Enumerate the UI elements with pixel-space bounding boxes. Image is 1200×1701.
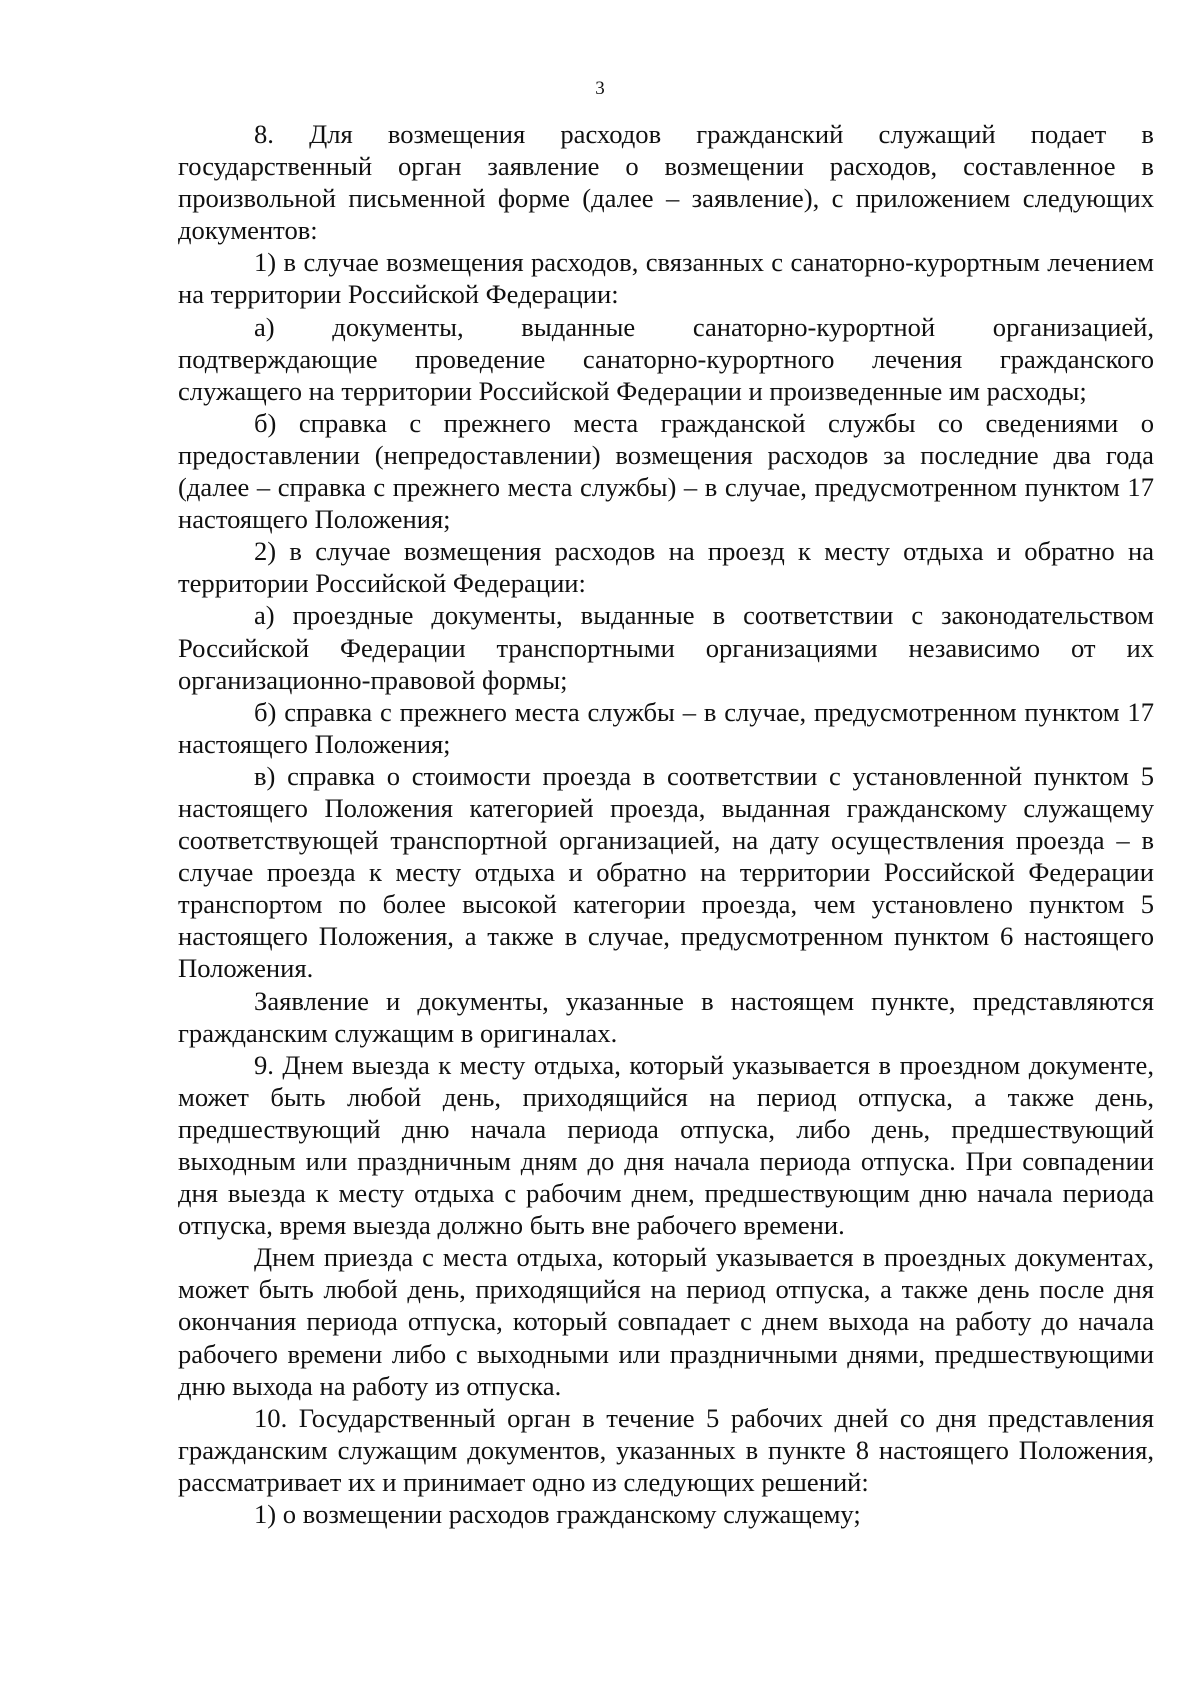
page-number: 3 [595,78,605,99]
paragraph-8-2-b: б) справка с прежнего места службы – в случае, предусмотренном пунктом 17 настоящего Положения; [178,696,1154,759]
document-body [178,118,1154,1530]
paragraph-9: 9. Днем выезда к месту отдыха, который указывается в проездном документе, может быть любой день, приходящийся на период отпуска, а также день, предшествующий дню начала периода отпуска, либо день, предшествующий выходным или праздничным дням до дня начала периода отпуска. При совпадении дня выезда к месту отдыха с рабочим днем, предшествующим дню начала периода отпуска, время выезда должно быть вне рабочего времени. [178,1049,1154,1241]
paragraph-8-originals: Заявление и документы, указанные в настоящем пункте, представляются гражданским служащим в оригиналах. [178,985,1154,1048]
paragraph-8-1-a: а) документы, выданные санаторно-курортной организацией, подтверждающие проведение санаторно-курортного лечения гражданского служащего на территории Российской Федерации и произведенные им расходы; [178,311,1154,406]
paragraph-9-arrival: Днем приезда с места отдыха, который указывается в проездных документах, может быть любой день, приходящийся на период отпуска, а также день после дня окончания периода отпуска, который совпадает с днем выхода на работу до начала рабочего времени либо с выходными или праздничными днями, предшествующими дню выхода на работу из отпуска. [178,1242,1154,1401]
paragraph-8-intro: 8. Для возмещения расходов гражданский служащий подает в государственный орган заявление о возмещении расходов, составленное в произвольной письменной форме (далее – заявление), с приложением следующих документов: [178,119,1154,246]
paragraph-8-2-v: в) справка о стоимости проезда в соответствии с установленной пунктом 5 настоящего Положения категорией проезда, выданная гражданскому служащему соответствующей транспортной организацией, на дату осуществления проезда – в случае проезда к месту отдыха и обратно на территории Российской Федерации транспортом по более высокой категории проезда, чем установлено пунктом 5 настоящего Положения, а также в случае, предусмотренном пунктом 6 настоящего Положения. [178,760,1154,984]
paragraph-8-2-a: а) проездные документы, выданные в соответствии с законодательством Российской Федерации транспортными организациями независимо от их организационно-правовой формы; [178,600,1154,695]
paragraph-10-1: 1) о возмещении расходов гражданскому служащему; [254,1499,861,1530]
paragraph-10: 10. Государственный орган в течение 5 рабочих дней со дня представления гражданским служащим документов, указанных в пункте 8 настоящего Положения, рассматривает их и принимает одно из следующих решений: [178,1402,1154,1497]
paragraph-8-2: 2) в случае возмещения расходов на проезд к месту отдыха и обратно на территории Российской Федерации: [178,536,1154,599]
paragraph-8-1: 1) в случае возмещения расходов, связанных с санаторно-курортным лечением на территории Российской Федерации: [178,247,1154,310]
paragraph-8-1-b: б) справка с прежнего места гражданской службы со сведениями о предоставлении (непредоставлении) возмещения расходов за последние два года (далее – справка с прежнего места службы) – в случае, предусмотренном пунктом 17 настоящего Положения; [178,407,1154,535]
